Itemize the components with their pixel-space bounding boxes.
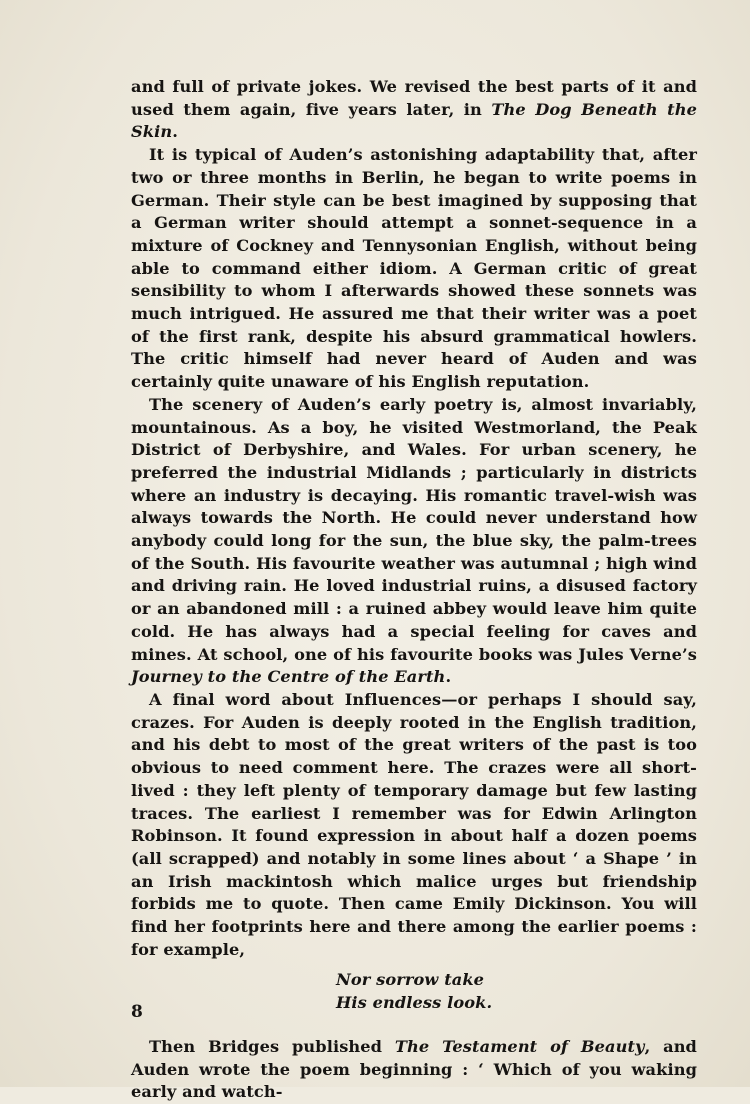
paragraph-3-text: The scenery of Auden’s early poetry is, almost invariably, mountainous. As a boy, he visited Westmorland, the Peak District of Derbyshire, and Wales. For urban scenery, he preferred the industrial Midlands ; particularly in districts where an industry is decaying. His romantic travel-wish was always towards the North. He could never understand how anybody could long for the sun, the blue sky, the palm-trees of the South. His favourite weather was autumnal ; high wind and driving rain. He loved industrial ruins, a disused factory or an abandoned mill : a ruined abbey would leave him quite cold. He has always had a special feeling for caves and mines. At school, one of his favourite books was Jules Verne’s bbox=[131, 394, 697, 664]
paragraph-5 bbox=[131, 1036, 697, 1104]
paragraph-1-text: and full of private jokes. We revised the best parts of it and used them again, five years later, in bbox=[131, 77, 697, 119]
page-number: 8 bbox=[131, 1002, 143, 1022]
paragraph-3-end: . bbox=[445, 667, 452, 687]
body-text bbox=[131, 76, 697, 1104]
book-title-journey-centre-earth: Journey to the Centre of the Earth bbox=[131, 667, 446, 687]
quote-line-1: Nor sorrow take bbox=[336, 970, 485, 990]
paragraph-5-text: Then Bridges published bbox=[149, 1036, 395, 1056]
book-title-testament-of-beauty: The Testament of Beauty bbox=[394, 1036, 645, 1056]
paragraph-5-end: , and Auden wrote the poem beginning : ‘ Which of you waking early and watch- bbox=[131, 1036, 697, 1102]
paragraph-3 bbox=[131, 394, 697, 689]
quote-line-2: His endless look. bbox=[336, 993, 493, 1013]
book-title-dog-beneath-the-skin: The Dog Beneath the Skin bbox=[131, 99, 697, 142]
paragraph-1 bbox=[131, 76, 697, 144]
poem-quote bbox=[131, 969, 697, 1014]
paragraph-4: A final word about Influences—or perhaps I should say, crazes. For Auden is deeply rooted in the English tradition, and his debt to most of the great writers of the past is too obvious to need comment here. The crazes were all short-lived : they left plenty of temporary damage but few lasting traces. The earliest I remember was for Edwin Arlington Robinson. It found expression in about half a dozen poems (all scrapped) and notably in some lines about ‘ a Shape ’ in an Irish mackintosh which malice urges but friendship forbids me to quote. Then came Emily Dickinson. You will find her footprints here and there among the earlier poems : for example, bbox=[131, 689, 697, 959]
paragraph-1-end: . bbox=[172, 122, 178, 142]
paragraph-2: It is typical of Auden’s astonishing adaptability that, after two or three months in Berlin, he began to write poems in German. Their style can be best imagined by supposing that a German writer should attempt a sonnet-sequence in a mixture of Cockney and Tennysonian English, without being able to command either idiom. A German critic of great sensibility to whom I afterwards showed these sonnets was much intrigued. He assured me that their writer was a poet of the first rank, despite his absurd grammatical howlers. The critic himself had never heard of Auden and was certainly quite unaware of his English reputation. bbox=[131, 145, 697, 392]
